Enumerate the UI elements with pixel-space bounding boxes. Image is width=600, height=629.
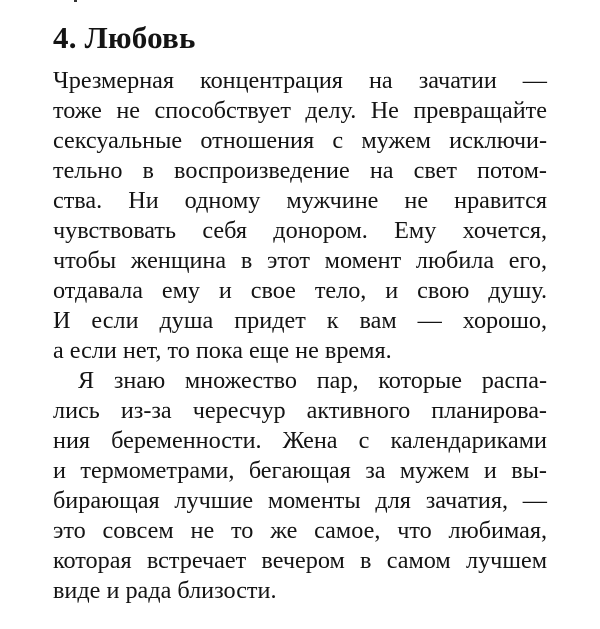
text-line: чувствовать себя донором. Ему хочется,: [53, 217, 547, 244]
text-line: ства. Ни одному мужчине не нравится: [53, 187, 547, 214]
text-line: сексуальные отношения с мужем исключи-: [53, 127, 547, 154]
text-line: бирающая лучшие моменты для зачатия, —: [53, 487, 547, 514]
text-line: которая встречает вечером в самом лучшем: [53, 547, 547, 574]
text-line: тельно в воспроизведение на свет потом-: [53, 157, 547, 184]
paragraph-2: [53, 366, 547, 606]
text-line: Чрезмерная концентрация на зачатии —: [53, 67, 547, 94]
text-line: Я знаю множество пар, которые распа-: [78, 367, 547, 394]
section-heading: 4. Любовь: [53, 20, 196, 55]
text-line: тоже не способствует делу. Не превращайте: [53, 97, 547, 124]
text-line: отдавала ему и свое тело, и свою душу.: [53, 277, 547, 304]
text-line: И если душа придет к вам — хорошо,: [53, 307, 547, 334]
previous-page-text-fragment: [74, 0, 77, 2]
paragraph-1: [53, 66, 547, 366]
text-line: это совсем не то же самое, что любимая,: [53, 517, 547, 544]
text-line: чтобы женщина в этот момент любила его,: [53, 247, 547, 274]
text-line: лись из-за чересчур активного планирова-: [53, 397, 547, 424]
text-line: и термометрами, бегающая за мужем и вы-: [53, 457, 547, 484]
document-page: [53, 18, 547, 606]
text-line: а если нет, то пока еще не время.: [53, 337, 392, 364]
text-line: виде и рада близости.: [53, 577, 277, 604]
text-line: ния беременности. Жена с календариками: [53, 427, 547, 454]
